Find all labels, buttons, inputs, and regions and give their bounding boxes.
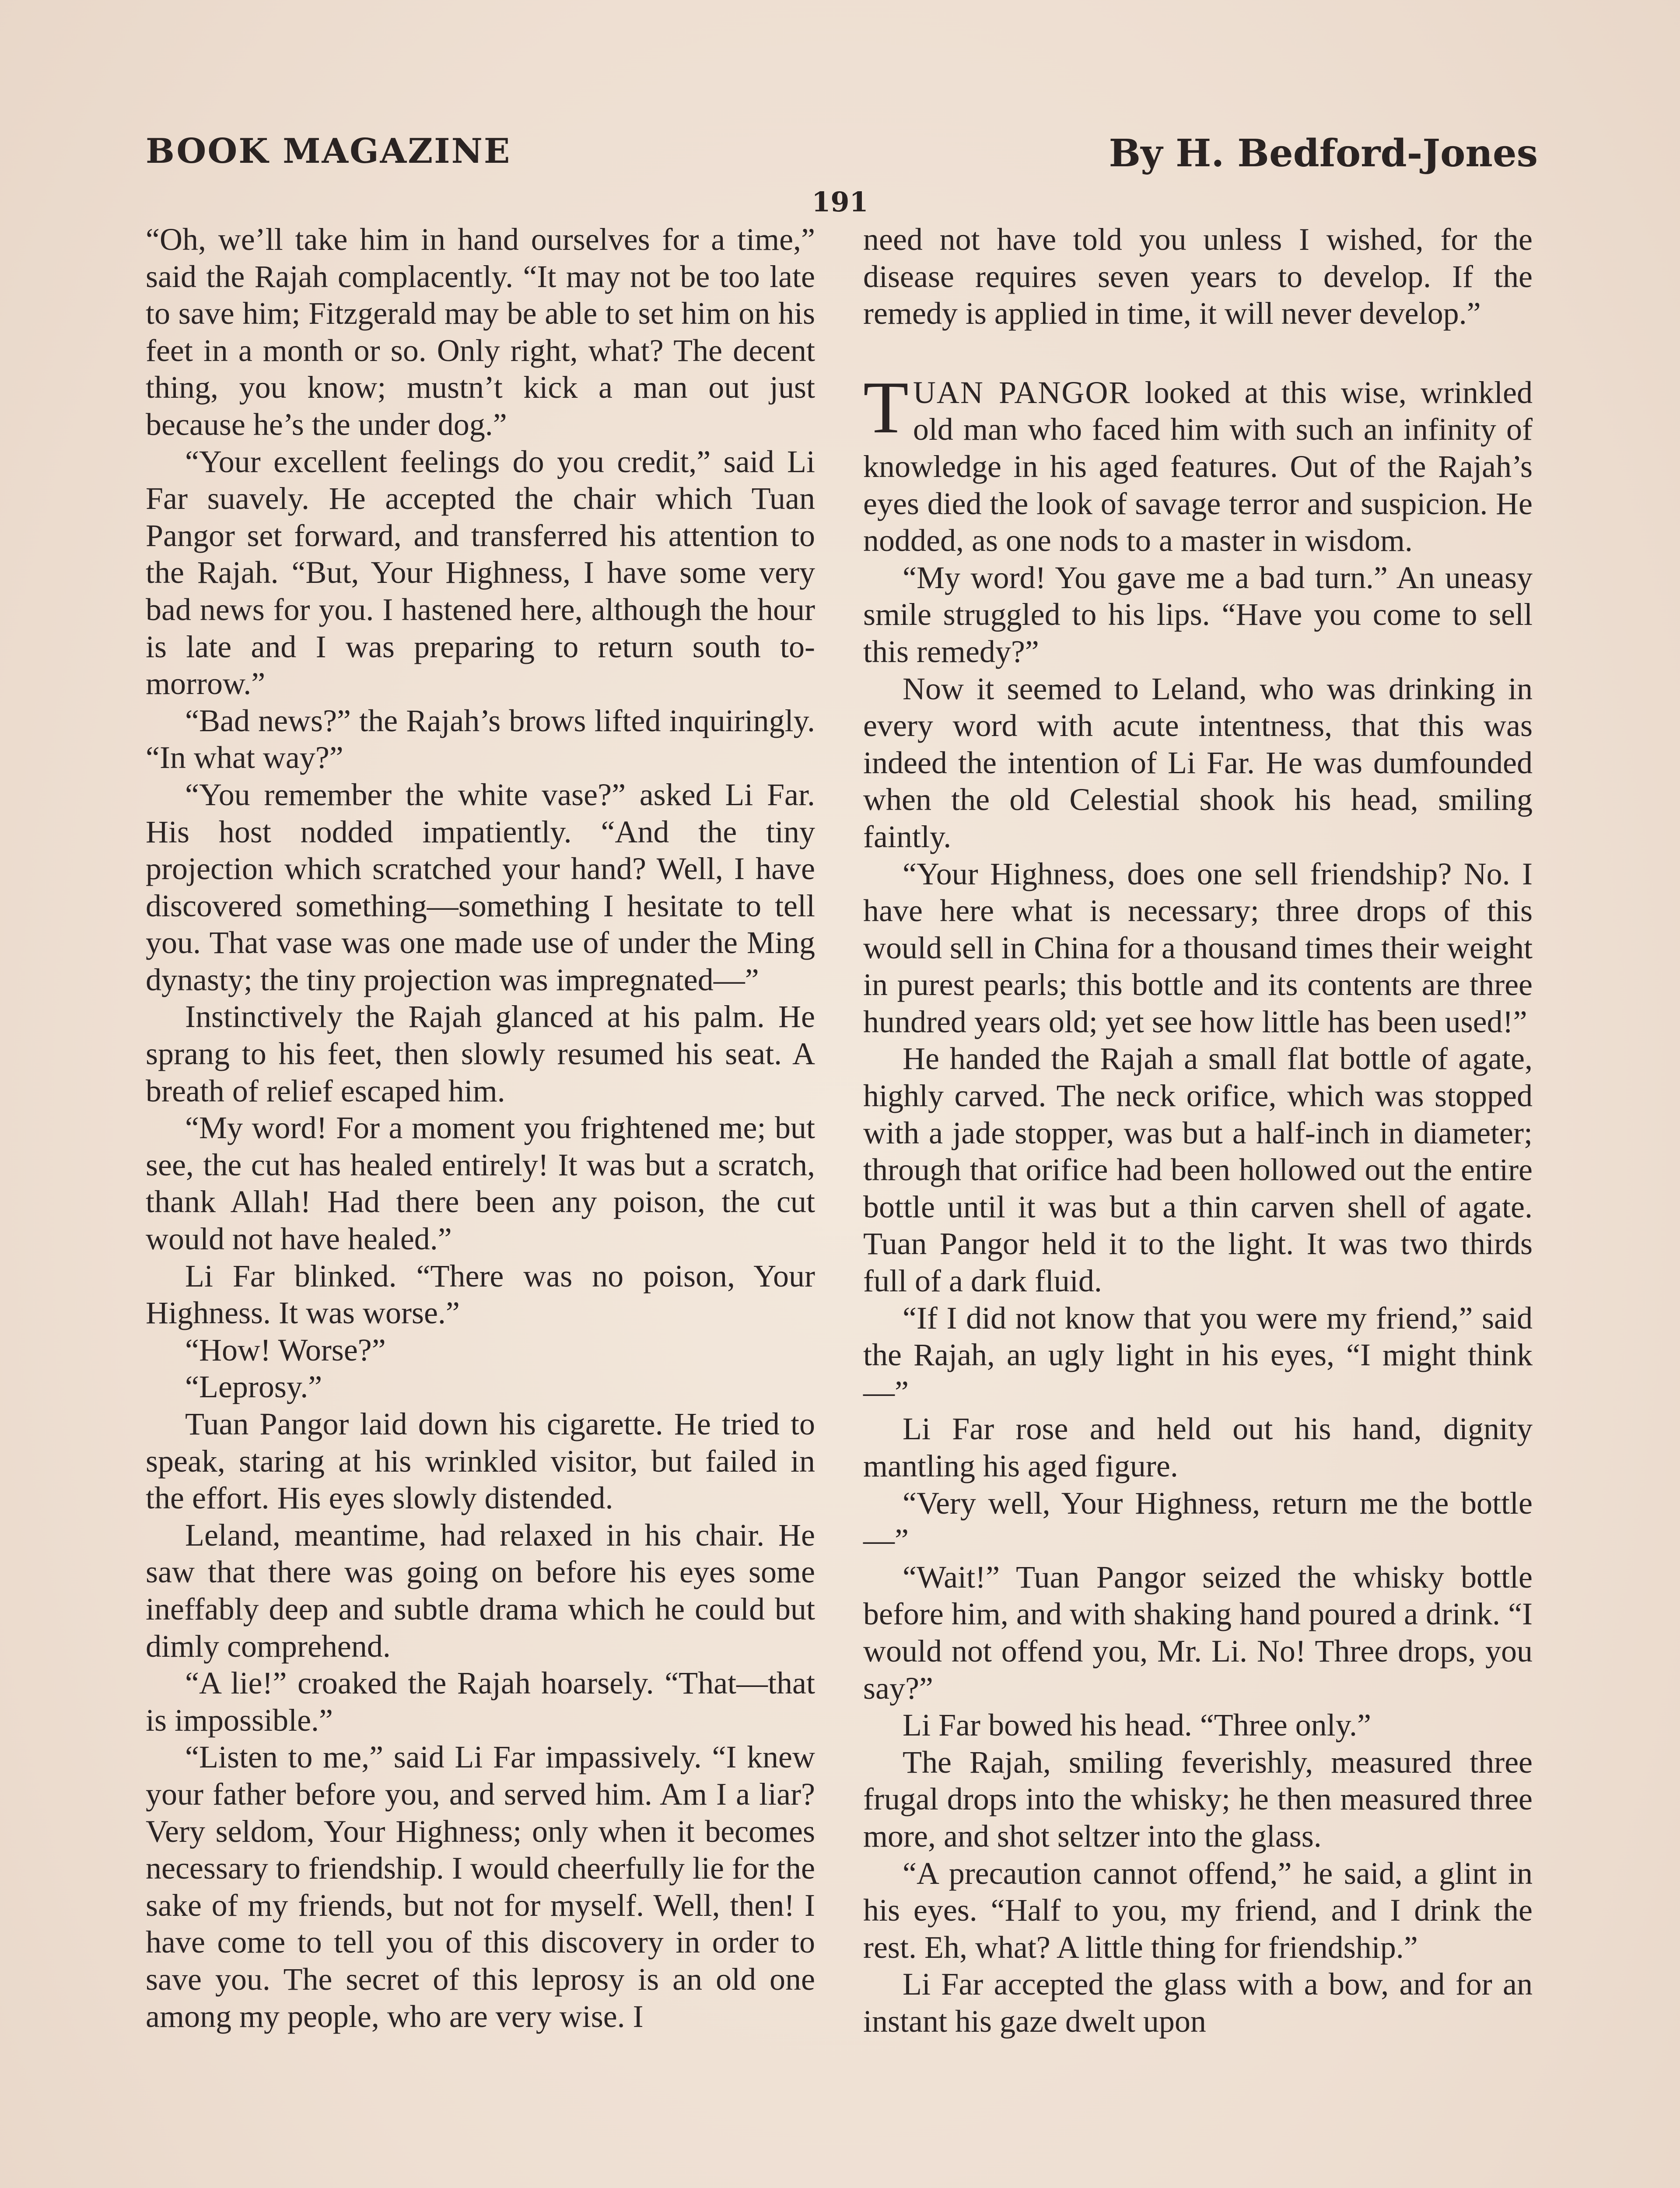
paragraph: Now it seemed to Leland, who was drinking in every word with acute intentness, that this was indeed the intention of Li Far. He was dumfounded when the old Celestial shook his head, smiling faintly. [863, 671, 1533, 854]
paragraph: Li Far accepted the glass with a bow, and for an instant his gaze dwelt upon [863, 1967, 1533, 2039]
paragraph: “Very well, Your Highness, return me the bottle—” [863, 1485, 1533, 1558]
paragraph: Tuan Pangor laid down his cigarette. He tried to speak, staring at his wrinkled visitor, but failed in the effort. His eyes slowly distended. [146, 1406, 815, 1516]
paragraph: Li Far blinked. “There was no poison, Your Highness. It was worse.” [146, 1258, 815, 1331]
paragraph: Leland, meantime, had relaxed in his chair. He saw that there was going on before his eyes some ineffably deep and subtle drama which he could but dimly comprehend. [146, 1517, 815, 1664]
paragraph: Li Far bowed his head. “Three only.” [903, 1708, 1371, 1743]
paragraph: “Oh, we’ll take him in hand ourselves for a time,” said the Rajah complacently. “It may not be too late to save him; Fitzgerald may be able to set him on his feet in a month or so. Only right, what? The decent thing, you know; mustn’t kick a man out just because he’s the under dog.” [146, 222, 815, 442]
section-lead-caps: UAN PANGOR [913, 375, 1131, 410]
section-lead-text: looked at this wise, wrinkled old man who faced him with such an infinity of knowledge in his aged features. Out of the Rajah’s eyes died the look of savage terror and suspicion. He nodded, as one nods to a master in wisdom. [863, 375, 1533, 558]
paragraph: Instinctively the Rajah glanced at his palm. He sprang to his feet, then slowly resumed his seat. A breath of relief escaped him. [146, 999, 815, 1108]
paragraph: “My word! You gave me a bad turn.” An uneasy smile struggled to his lips. “Have you come to sell this remedy?” [863, 560, 1533, 669]
paragraph: “Leprosy.” [185, 1369, 322, 1405]
paragraph-continuation: need not have told you unless I wished, for the disease requires seven years to develop. If the remedy is applied in time, it will never develop.” [863, 222, 1533, 331]
paragraph: “A precaution cannot offend,” he said, a glint in his eyes. “Half to you, my friend, and I drink the rest. Eh, what? A little thing for friendship.” [863, 1855, 1533, 1965]
paragraph: “If I did not know that you were my friend,” said the Rajah, an ugly light in his eyes, “I might think—” [863, 1300, 1533, 1410]
paragraph: “A lie!” croaked the Rajah hoarsely. “That—that is impossible.” [146, 1666, 815, 1738]
paragraph: “How! Worse?” [185, 1332, 386, 1368]
running-head-author: By H. Bedford-Jones [1109, 131, 1538, 175]
paragraph: The Rajah, smiling feverishly, measured three frugal drops into the whisky; he then measured three more, and shot seltzer into the glass. [863, 1744, 1533, 1854]
running-head-magazine: BOOK MAGAZINE [146, 131, 511, 171]
paragraph: “Bad news?” the Rajah’s brows lifted inquiringly. “In what way?” [146, 703, 815, 775]
paragraph: “You remember the white vase?” asked Li Far. His host nodded impatiently. “And the tiny projection which scratched your hand? Well, I have discovered something—something I hesitate to tell you. That vase was one made use of under the Ming dynasty; the tiny projection was impregnated—” [146, 777, 815, 997]
paragraph: “Your excellent feelings do you credit,” said Li Far suavely. He accepted the chair which Tuan Pangor set forward, and transferred his attention to the Rajah. “But, Your Highness, I have some very bad news for you. I hastened here, although the hour is late and I was preparing to return south to-morrow.” [146, 444, 815, 701]
section-opening-paragraph [863, 366, 1533, 559]
paragraph: “Listen to me,” said Li Far impassively. “I knew your father before you, and served him. Am I a liar? Very seldom, Your Highness; only when it becomes necessary to friendship. I would cheerfully lie for the sake of my friends, but not for myself. Well, then! I have come to tell you of this discovery in order to save you. The secret of this leprosy is an old one among my people, who are very wise. I [146, 1739, 815, 2034]
drop-cap: T [863, 366, 909, 449]
paragraph: He handed the Rajah a small flat bottle of agate, highly carved. The neck orifice, which was stopped with a jade stopper, was but a half-inch in diameter; through that orifice had been hollowed out the entire bottle until it was but a thin carven shell of agate. Tuan Pangor held it to the light. It was two thirds full of a dark fluid. [863, 1041, 1533, 1299]
paragraph: “Your Highness, does one sell friendship? No. I have here what is necessary; three drops of this would sell in China for a thousand times their weight in purest pearls; this bottle and its contents are three hundred years old; yet see how little has been used!” [863, 856, 1533, 1039]
paragraph: “Wait!” Tuan Pangor seized the whisky bottle before him, and with shaking hand poured a drink. “I would not offend you, Mr. Li. No! Three drops, you say?” [863, 1559, 1533, 1706]
right-text-column [863, 221, 1533, 2040]
paragraph: “My word! For a moment you frightened me; but see, the cut has healed entirely! It was but a scratch, thank Allah! Had there been any poison, the cut would not have healed.” [146, 1110, 815, 1257]
left-text-column [146, 221, 815, 2035]
page-number: 191 [812, 186, 868, 218]
paragraph: Li Far rose and held out his hand, dignity mantling his aged figure. [863, 1411, 1533, 1483]
